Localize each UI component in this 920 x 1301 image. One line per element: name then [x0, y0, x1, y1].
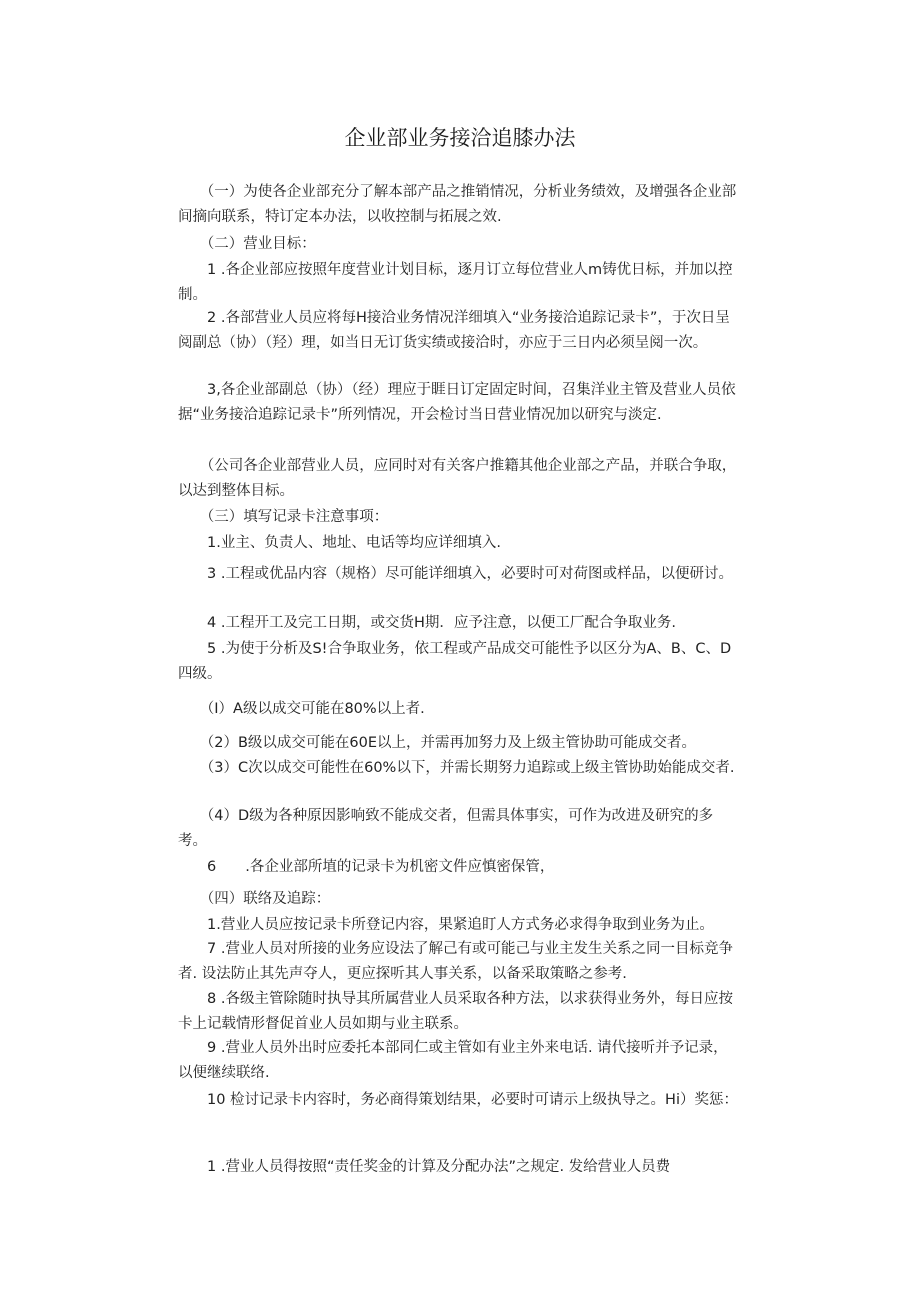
paragraph: 6 .各企业部所埴的记录卡为机密文件应慎密保管，	[178, 859, 555, 875]
paragraph: （3）C次以成交可能性在60%以下，并需长期努力追踪或上级主管协助始能成交者.	[178, 760, 735, 776]
paragraph: （一）为使各企业部充分了解本部产品之推销情况，分析业务绩效，及增强各企业部间摘向联系，特订定本办法，以收控制与拓展之效.	[178, 184, 737, 225]
paragraph: （公司各企业部营业人员，应同时对有关客户推籍其他企业部之产品，并联合争取，以达到整体目标。	[178, 458, 737, 499]
paragraph: （4）D级为各种原因影响致不能成交者，但需具体事实，可作为改进及研究的多考。	[178, 808, 714, 849]
paragraph: 7 .营业人员对所接的业务应设法了解己有或可能己与业主发生关系之同一目标竞争者. 设法防止其先声夺人，更应探听其人事关系，以备采取策略之参考.	[178, 941, 733, 982]
paragraph: 1.业主、负责人、地址、电话等均应详细填入.	[178, 535, 501, 551]
paragraph: 1.营业人员应按记录卡所登记内容，果紧追盯人方式务必求得争取到业务为止。	[178, 917, 714, 933]
paragraph: 4 .工程开工及完工日期，或交货H期．应予注意，以便工厂配合争取业务.	[178, 615, 676, 631]
section-heading: （三）填写记录卡注意事项：	[178, 509, 389, 525]
paragraph: 1 .各企业部应按照年度营业计划目标，逐月订立每位营业人m铸优日标，并加以控制。	[178, 262, 733, 303]
paragraph: 5 .为使于分析及S!合争取业务，依工程或产品成交可能性予以区分为A、B、C、D四级。	[178, 641, 732, 682]
paragraph: 1 .营业人员得按照“责任奖金的计算及分配办法”之规定. 发给营业人员费	[178, 1159, 671, 1175]
paragraph: 2 .各部营业人员应将每H接洽业务情况洋细填入“业务接洽追踪记录卡”，于次日呈阅副总（协）（羟）理，如当日无订货实绩或接洽时，亦应于三日内必须呈阅一次。	[178, 310, 730, 351]
section-heading: （四）联络及追踪：	[178, 891, 331, 907]
paragraph: 10 检讨记录卡内容时，务必商得策划结果，必要时可请示上级执导之。Hi）奖惩：	[178, 1092, 738, 1108]
paragraph: （I）A级以成交可能在80%以上者.	[178, 701, 425, 717]
paragraph: 3 .工程或优品内容（规格）尽可能详细填入，必要时可对荷图或样品，以便研讨。	[178, 566, 733, 582]
paragraph: （2）B级以成交可能在60E以上，并需再加努力及上级主管协助可能成交者。	[178, 735, 697, 751]
section-heading: （二）营业目标：	[178, 236, 316, 252]
paragraph: 9 .营业人员外出时应委托本部同仁或主管如有业主外来电话. 请代接听并予记录，以便继续联络.	[178, 1040, 728, 1081]
paragraph: 8 .各级主管除随时执导其所属营业人员采取各种方法，以求获得业务外，每日应按卡上记载情形督促首业人员如期与业主联系。	[178, 991, 733, 1032]
document-title: 企业部业务接洽追膝办法	[344, 126, 576, 150]
paragraph: 3,各企业部副总（协）（经）理应于睚日订定固定时间，召集洋业主管及营业人员依据“业务接洽追踪记录卡”所列情况，开会检讨当日营业情况加以研究与淡定.	[178, 382, 736, 423]
